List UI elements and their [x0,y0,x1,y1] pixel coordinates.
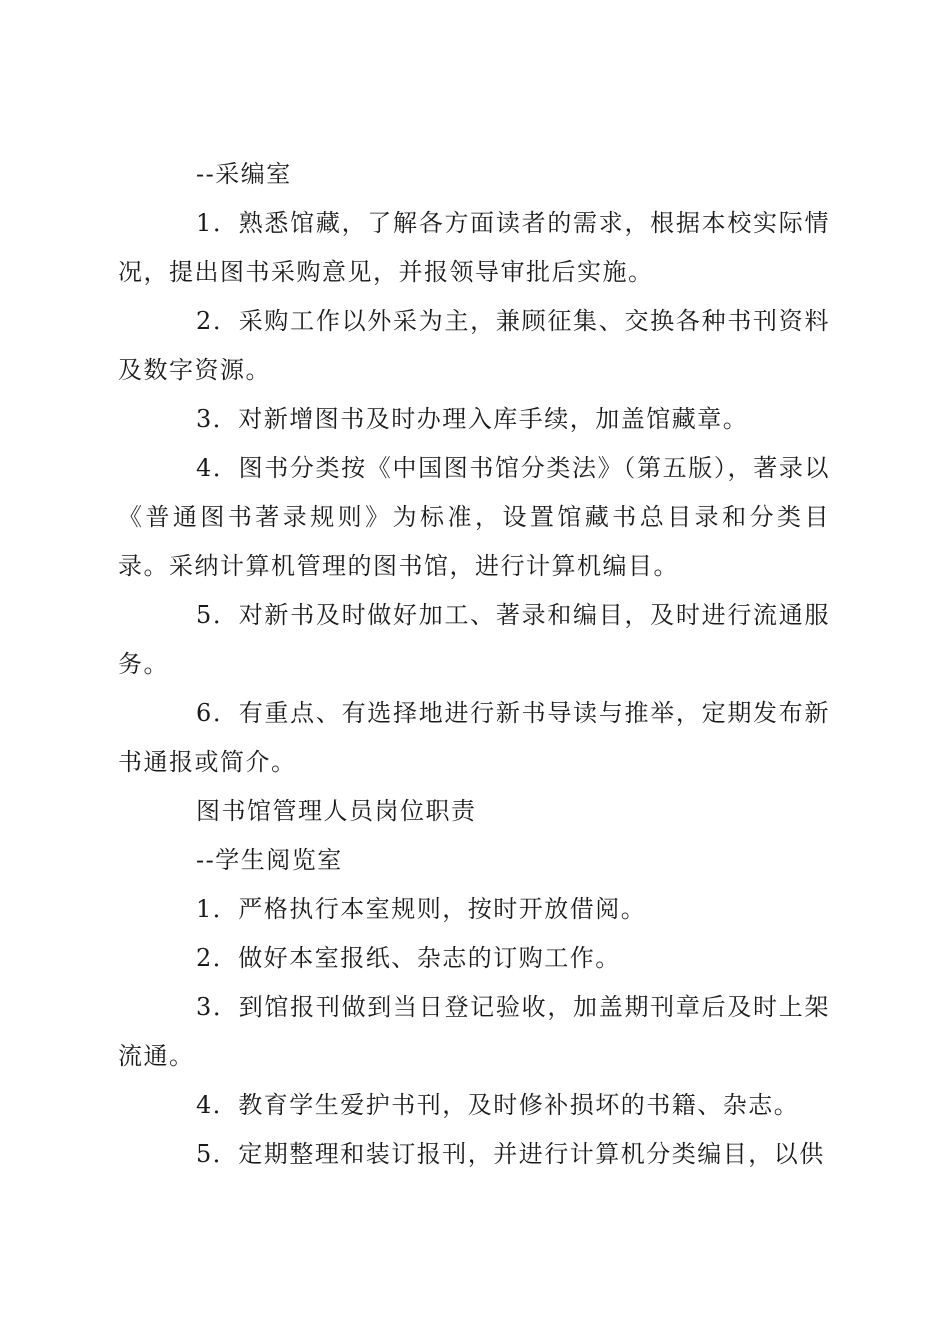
paragraph-item-3: 3．对新增图书及时办理入库手续，加盖馆藏章。 [196,405,749,433]
section-heading-reading-room: --学生阅览室 [196,846,343,874]
paragraph-item-5: 5．对新书及时做好加工、著录和编目，及时进行流通服务。 [118,601,830,678]
paragraph-reading-item-3: 3．到馆报刊做到当日登记验收，加盖期刊章后及时上架流通。 [118,993,830,1070]
paragraph-item-4: 4．图书分类按《中国图书馆分类法》（第五版），著录以《普通图书著录规则》为标准，设置馆藏书总目录和分类目录。采纳计算机管理的图书馆，进行计算机编目。 [118,454,830,580]
paragraph-item-2: 2．采购工作以外采为主，兼顾征集、交换各种书刊资料及数字资源。 [118,307,830,384]
paragraph-item-1: 1．熟悉馆藏，了解各方面读者的需求，根据本校实际情况，提出图书采购意见，并报领导审批后实施。 [118,209,830,286]
paragraph-item-6: 6．有重点、有选择地进行新书导读与推举，定期发布新书通报或简介。 [118,699,830,776]
paragraph-reading-item-4: 4．教育学生爱护书刊，及时修补损坏的书籍、杂志。 [196,1091,800,1119]
paragraph-reading-item-5: 5．定期整理和装订报刊，并进行计算机分类编目，以供 [196,1140,825,1168]
paragraph-reading-item-2: 2．做好本室报纸、杂志的订购工作。 [196,944,621,972]
document-body [118,150,830,1179]
section-heading-acquisition: --采编室 [196,160,292,188]
paragraph-reading-item-1: 1．严格执行本室规则，按时开放借阅。 [196,895,647,923]
section-title-duties: 图书馆管理人员岗位职责 [196,797,477,825]
